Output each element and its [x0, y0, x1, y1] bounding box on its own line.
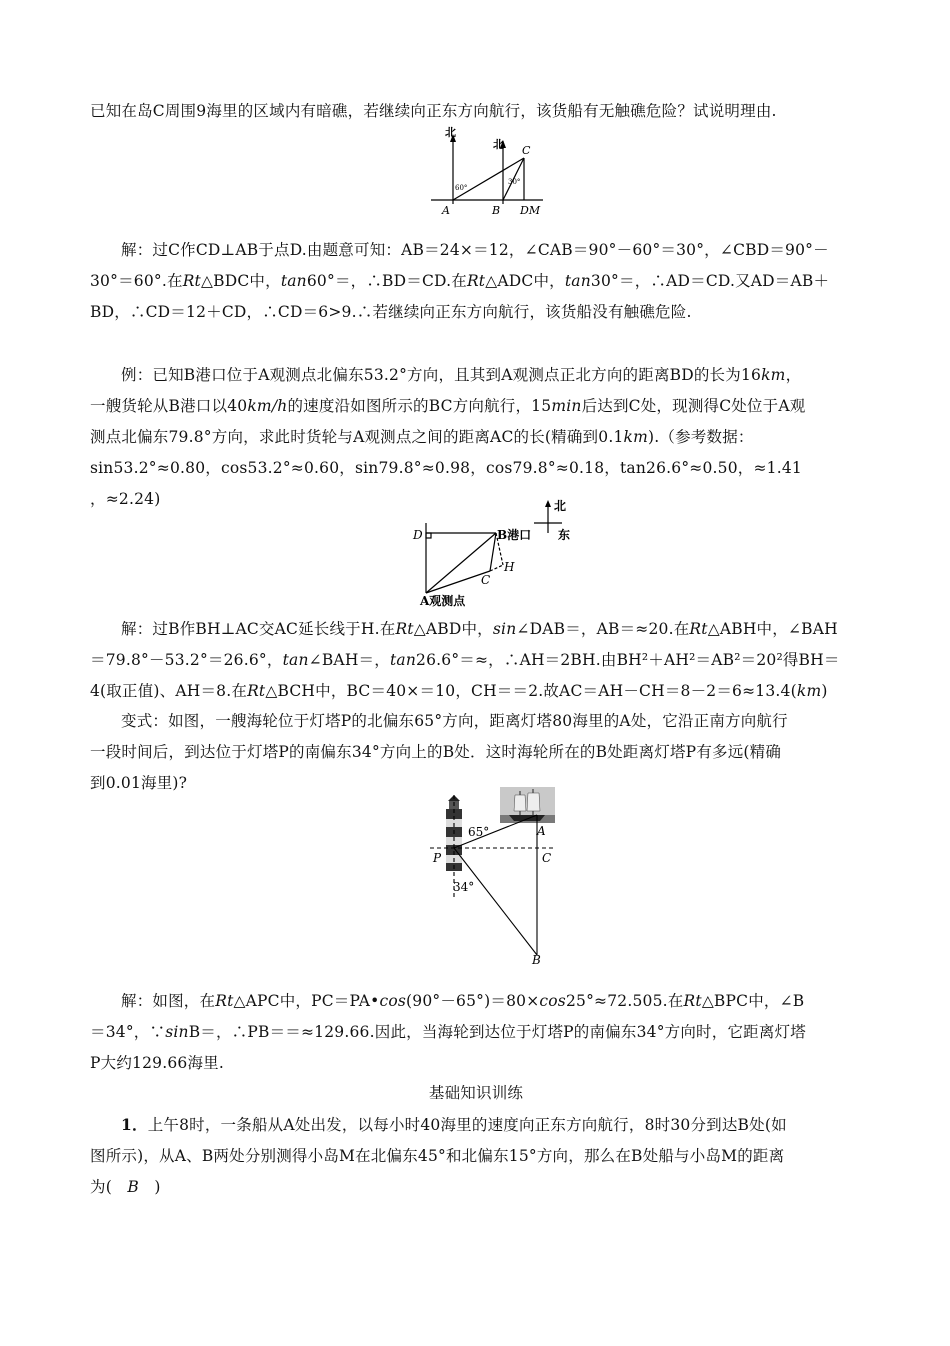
fig1-label-dm: DM	[520, 204, 541, 217]
fig2-east: 东	[558, 528, 571, 542]
fig1-angle-60: 60°	[455, 184, 468, 192]
fig1-label-b: B	[492, 204, 501, 217]
figure-island-diagram	[425, 124, 545, 220]
example-problem: 例：已知B港口位于A观测点北偏东53.2°方向，且其到A观测点正北方向的距离BD的长为16km， 一艘货轮从B港口以40km/h的速度沿如图所示的BC方向航行，15min后达到C处，现测得C处位于A观 测点北偏东79.8°方向，求此时货轮与A观测点之间的距离AC的长(精确到0.1km).（参考数据： sin53.2°≈0.80，cos53.2°≈0.60，sin79.8°≈0.98，cos79.8°≈0.18，tan26.6°≈0.50，≈1.41 ，≈2.24)	[90, 366, 806, 508]
fig2-north: 北	[554, 499, 567, 513]
ship-image	[500, 787, 555, 823]
fig2-label-a: A观测点	[420, 594, 466, 608]
answer-choice: B	[127, 1178, 139, 1196]
fig2-label-h: H	[504, 560, 515, 574]
fig3-label-a: A	[537, 824, 546, 838]
line-bc	[490, 533, 496, 571]
fig3-angle-65: 65°	[468, 825, 490, 839]
figure-lighthouse-diagram	[425, 785, 585, 970]
solution-1: 解：过C作CD⊥AB于点D.由题意可知：AB＝24×＝12，∠CAB＝90°－60°＝30°，∠CBD＝90°－ 30°＝60°.在Rt△BDC中，tan60°＝，∴BD＝CD.在Rt△ADC中，tan30°＝，∴AD＝CD.又AD＝AB＋ BD，∴CD＝12＋CD，∴CD＝6>9.∴若继续向正东方向航行，该货船没有触礁危险.	[90, 241, 830, 321]
fig1-angle-30: 30°	[508, 178, 521, 186]
fig3-label-b: B	[532, 953, 541, 967]
line-pa	[454, 815, 537, 848]
solution-3: 解：如图，在Rt△APC中，PC＝PA•cos(90°－65°)＝80×cos25°≈72.505.在Rt△BPC中，∠B ＝34°，∵sinB＝，∴PB＝＝≈129.66.因此，当海轮到达位于灯塔P的南偏东34°方向时，它距离灯塔 P大约129.66海里.	[90, 992, 806, 1072]
fig1-north-2: 北	[493, 138, 504, 151]
section-title: 基础知识训练	[428, 1084, 524, 1102]
line-pb	[454, 848, 537, 955]
fig1-label-c: C	[522, 144, 531, 157]
intro-text: 已知在岛C周围9海里的区域内有暗礁，若继续向正东方向航行，该货船有无触礁危险？试说明理由.	[90, 102, 777, 120]
fig3-angle-34: 34°	[453, 880, 475, 894]
fig2-label-b: B港口	[497, 528, 532, 542]
figure-port-diagram	[408, 495, 588, 610]
question-1: 1．上午8时，一条船从A处出发，以每小时40海里的速度向正东方向航行，8时30分到达B处(如 图所示)，从A、B两处分别测得小岛M在北偏东45°和北偏东15°方向，那么在B处船与小岛M的距离 为( B )	[90, 1115, 787, 1196]
fig2-label-c: C	[481, 573, 491, 587]
fig1-label-a: A	[442, 204, 450, 217]
fig1-north-1: 北	[445, 126, 456, 139]
fig3-label-p: P	[433, 851, 442, 865]
fig2-label-d: D	[413, 528, 423, 542]
fig3-label-c: C	[542, 851, 552, 865]
solution-2: 解：过B作BH⊥AC交AC延长线于H.在Rt△ABD中，sin∠DAB＝，AB＝≈20.在Rt△ABH中，∠BAH ＝79.8°－53.2°＝26.6°，tan∠BAH＝，tan26.6°＝≈，∴AH＝2BH.由BH²＋AH²＝AB²＝20²得BH＝ 4(取正值)、AH＝8.在Rt△BCH中，BC＝40×＝10，CH＝＝2.故AC＝AH－CH＝8－2＝6≈13.4(km)	[90, 620, 840, 700]
variant-problem: 变式：如图，一艘海轮位于灯塔P的北偏东65°方向，距离灯塔80海里的A处，它沿正南方向航行 一段时间后，到达位于灯塔P的南偏东34°方向上的B处．这时海轮所在的B处距离灯塔P有多远(精确 到0.01海里)?	[90, 712, 788, 792]
